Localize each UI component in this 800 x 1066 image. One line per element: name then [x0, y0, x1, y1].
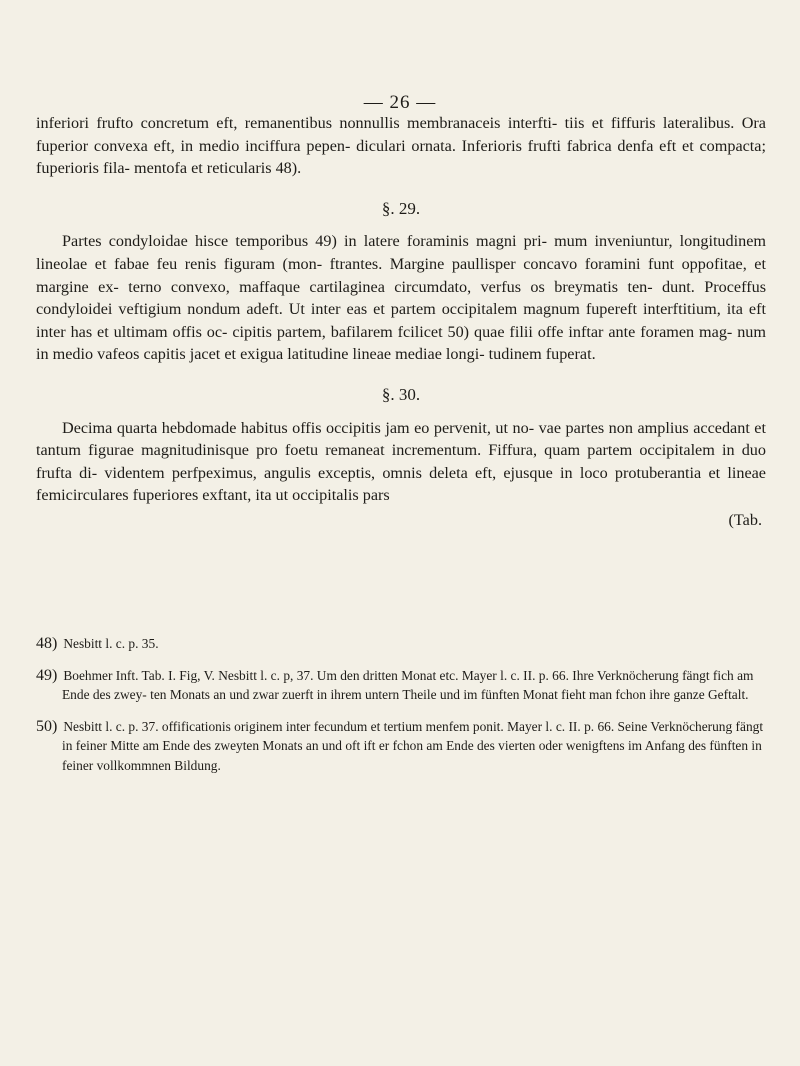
paragraph-29: Partes condyloidae hisce temporibus 49) in latere foraminis magni pri- mum inveniuntur, longitudinem lineolae et fabae feu renis figuram (mon- ftrantes. Margine paullisper concavo foramini funt oppofitae, et margine ex- terno convexo, maffaque cartilaginea circumdato, verfus os breymatis ten- dunt. Proceffus condyloidei veftigium nondum adeft. Ut inter eas et partem occipitalem magnum fupereft interftitium, ita eft inter has et ultimam offis oc- cipitis partem, bafilarem fcilicet 50) quae filii offe inftar ante foramen mag- num in medio vafeos capitis jacet et exigua latitudine lineae mediae longi- tudinem fuperat. [36, 232, 766, 364]
footnote-48 [36, 634, 766, 654]
footnote-50 [36, 717, 766, 776]
footnote-number: 48) [36, 635, 58, 652]
footnote-49 [36, 666, 766, 705]
paragraph-continuation: inferiori frufto concretum eft, remanentibus nonnullis membranaceis interfti- tiis et fiffuris lateralibus. Ora fuperior convexa eft, in medio inciffura pepen- diculari ornata. Inferioris frufti fabrica denfa eft et compacta; fuperioris fila- mentofa et reticularis 48). [36, 114, 766, 178]
footnote-text: Nesbitt l. c. p. 35. [63, 636, 159, 651]
section-heading-29: §. 29. [381, 198, 421, 218]
paragraph-30: Decima quarta hebdomade habitus offis occipitis jam eo pervenit, ut no- vae partes non amplius accedant et tantum figurae magnitudinisque pro foetu remaneat incrementum. Fiffura, quam partem occipitalem in duo frufta di- videntem perfpeximus, angulis exceptis, omnis deleta eft, ejusque in loco protuberantia et lineae femicirculares fuperiores exftant, ita ut occipitalis pars [36, 418, 766, 505]
footnote-text: Boehmer Inft. Tab. I. Fig, V. Nesbitt l. c. p, 37. Um den dritten Monat etc. Mayer l. c. II. p. 66. Ihre Verknöcherung fängt fich am Ende des zwey- ten Monats an und zwar zuerft in ihrem untern Theile und im fünften Monat fieht man fchon ihre ganze Geftalt. [62, 667, 754, 702]
page-number-header: — 26 — [363, 92, 437, 113]
footnote-number: 49) [36, 666, 58, 684]
footnote-number: 50) [36, 717, 58, 735]
footnotes [36, 634, 766, 787]
footnote-text: Nesbitt l. c. p. 37. offificationis originem inter fecundum et tertium menfem ponit. Mayer l. c. II. p. 66. Seine Verknöcherung fängt in feiner Mitte am Ende des zweyten Monats an und oft ift er fchon am Ende des vierten oder wenigftens im Anfang des fünften in feiner vollkommnen Bildung. [62, 718, 764, 773]
main-text [36, 112, 766, 532]
catchword: (Tab. [728, 510, 762, 529]
section-heading-30: §. 30. [381, 384, 421, 404]
